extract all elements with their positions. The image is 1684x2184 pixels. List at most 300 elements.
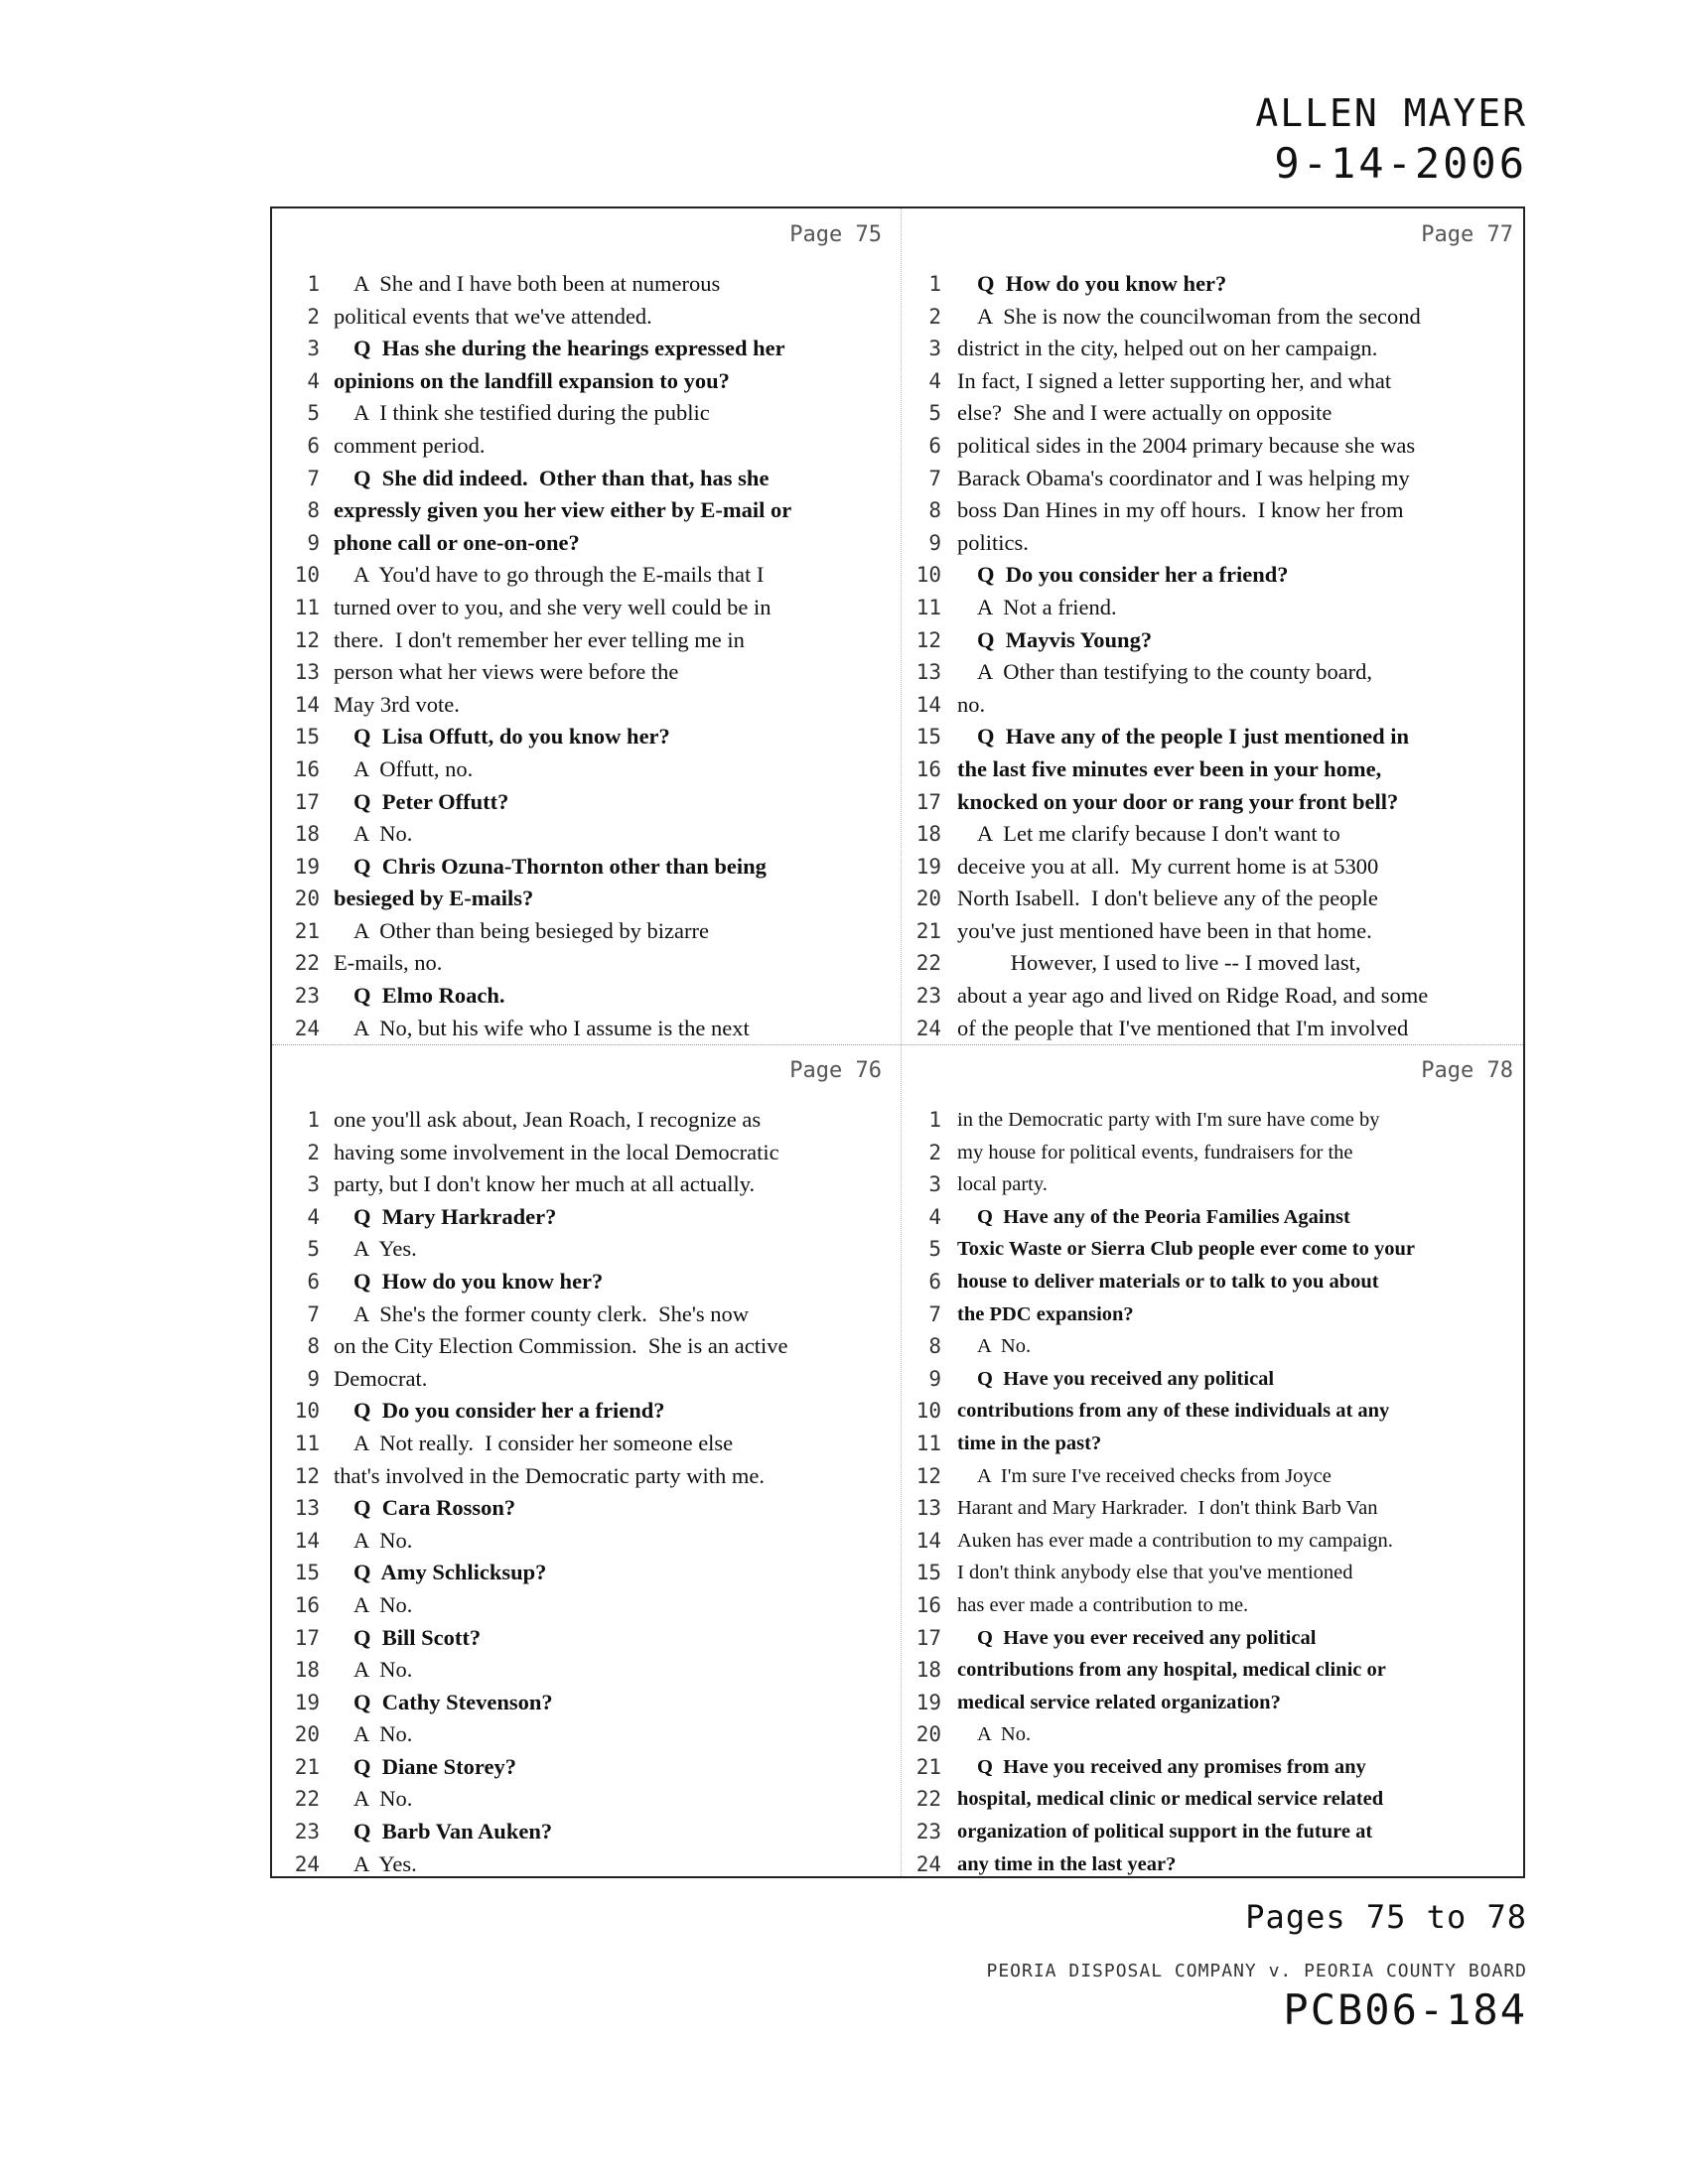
transcript-line — [900, 1589, 1527, 1622]
line-text: besieged by E-mails? — [334, 886, 534, 911]
line-text: A No. — [353, 1591, 413, 1617]
transcript-line — [272, 463, 900, 495]
transcript-line — [900, 592, 1527, 624]
transcript-line — [272, 559, 900, 592]
line-text: A Not a friend. — [977, 594, 1117, 619]
line-number: 9 — [928, 530, 941, 555]
transcript-line — [272, 980, 900, 1013]
line-text: A No. — [353, 821, 413, 847]
transcript-lines — [900, 1104, 1527, 1880]
page-number: Page 78 — [1421, 1058, 1513, 1083]
line-number: 23 — [294, 1820, 320, 1844]
line-text: political events that we've attended. — [334, 303, 652, 329]
transcript-line — [900, 1783, 1527, 1816]
line-number: 14 — [915, 692, 941, 717]
transcript-line — [900, 1428, 1527, 1460]
line-text: Q Amy Schlicksup? — [353, 1560, 547, 1585]
line-number: 2 — [928, 304, 941, 329]
transcript-line — [272, 1395, 900, 1428]
line-text: Q Diane Storey? — [353, 1753, 516, 1779]
line-number: 12 — [915, 1463, 941, 1488]
line-text: district in the city, helped out on her campaign. — [957, 336, 1378, 361]
transcript-line — [272, 527, 900, 560]
line-text: A No. — [353, 1527, 413, 1553]
transcript-line — [272, 1654, 900, 1687]
line-text: Q Cara Rosson? — [353, 1495, 516, 1521]
line-number: 3 — [928, 337, 941, 361]
line-number: 8 — [307, 498, 320, 523]
transcript-line — [272, 397, 900, 430]
line-number: 3 — [307, 337, 320, 361]
line-number: 16 — [915, 1592, 941, 1617]
transcript-line — [272, 268, 900, 301]
line-number: 2 — [307, 304, 320, 329]
transcript-line — [900, 915, 1527, 948]
line-text: Q Do you consider her a friend? — [977, 562, 1289, 588]
transcript-line — [272, 592, 900, 624]
transcript-line — [900, 818, 1527, 851]
transcript-line — [272, 947, 900, 980]
line-number: 7 — [307, 466, 320, 490]
transcript-line — [272, 753, 900, 786]
line-number: 13 — [915, 1496, 941, 1521]
line-text: any time in the last year? — [957, 1852, 1177, 1875]
line-number: 6 — [928, 1269, 941, 1294]
line-number: 19 — [294, 854, 320, 879]
line-text: politics. — [957, 529, 1029, 555]
transcript-line — [900, 1654, 1527, 1687]
transcript-line — [272, 1330, 900, 1363]
line-number: 6 — [928, 433, 941, 458]
line-number: 5 — [307, 401, 320, 426]
line-number: 14 — [294, 692, 320, 717]
transcript-line — [900, 1751, 1527, 1784]
line-number: 1 — [307, 272, 320, 296]
line-number: 17 — [294, 1625, 320, 1650]
transcript-line — [272, 1525, 900, 1558]
transcript-line — [900, 721, 1527, 753]
line-text: Q Have you received any promises from any — [977, 1755, 1366, 1778]
line-text: deceive you at all. My current home is at 5300 — [957, 853, 1379, 879]
line-text: comment period. — [334, 432, 486, 458]
transcript-line — [272, 301, 900, 334]
transcript-line — [272, 1233, 900, 1266]
line-text: boss Dan Hines in my off hours. I know her from — [957, 497, 1404, 523]
line-number: 7 — [307, 1301, 320, 1326]
transcript-line — [272, 1428, 900, 1460]
line-text: expressly given you her view either by E-mail or — [334, 497, 792, 523]
transcript-line — [272, 494, 900, 527]
line-number: 14 — [915, 1528, 941, 1553]
line-number: 24 — [294, 1851, 320, 1876]
page-number: Page 76 — [789, 1058, 882, 1083]
line-number: 12 — [294, 1463, 320, 1488]
case-id: PCB06-184 — [1283, 1985, 1527, 2034]
transcript-line — [900, 1718, 1527, 1751]
transcript-line — [900, 268, 1527, 301]
line-number: 18 — [915, 1658, 941, 1683]
pages-range: Pages 75 to 78 — [1245, 1898, 1527, 1936]
transcript-line — [900, 527, 1527, 560]
line-number: 13 — [294, 660, 320, 685]
line-text: A Other than being besieged by bizarre — [353, 917, 710, 943]
line-text: A She and I have both been at numerous — [353, 271, 721, 296]
line-text: A I'm sure I've received checks from Joyce — [977, 1464, 1332, 1487]
line-text: local party. — [957, 1173, 1048, 1196]
transcript-line — [900, 1557, 1527, 1589]
line-number: 22 — [915, 951, 941, 976]
transcript-line — [272, 624, 900, 657]
line-number: 12 — [915, 627, 941, 652]
line-number: 16 — [294, 756, 320, 781]
transcript-line — [272, 786, 900, 819]
line-number: 18 — [294, 822, 320, 847]
transcript-line — [900, 1233, 1527, 1266]
line-number: 11 — [915, 1431, 941, 1455]
line-text: A No. — [977, 1335, 1032, 1358]
transcript-line — [900, 851, 1527, 884]
line-number: 1 — [307, 1108, 320, 1132]
transcript-line — [272, 1816, 900, 1848]
line-text: Q Have you received any political — [977, 1367, 1275, 1390]
line-text: A She's the former county clerk. She's now — [353, 1300, 750, 1326]
line-number: 23 — [915, 984, 941, 1009]
line-number: 16 — [294, 1592, 320, 1617]
line-number: 17 — [294, 789, 320, 814]
line-text: Q Has she during the hearings expressed her — [353, 336, 785, 361]
transcript-line — [272, 1622, 900, 1655]
line-number: 24 — [915, 1016, 941, 1040]
line-number: 2 — [307, 1140, 320, 1164]
line-text: A Yes. — [353, 1236, 417, 1262]
transcript-line — [272, 1168, 900, 1201]
transcript-line — [900, 365, 1527, 398]
line-number: 11 — [294, 595, 320, 619]
line-text: you've just mentioned have been in that home. — [957, 917, 1372, 943]
line-number: 16 — [915, 756, 941, 781]
line-text: Q Have any of the people I just mentioned in — [977, 724, 1410, 750]
line-text: May 3rd vote. — [334, 691, 460, 717]
line-number: 6 — [307, 433, 320, 458]
line-number: 7 — [928, 466, 941, 490]
line-text: opinions on the landfill expansion to you? — [334, 367, 730, 393]
transcript-line — [272, 1298, 900, 1331]
line-text: Q Cathy Stevenson? — [353, 1689, 553, 1714]
line-text: Q Chris Ozuna-Thornton other than being — [353, 853, 767, 879]
line-number: 23 — [294, 984, 320, 1009]
line-text: Democrat. — [334, 1365, 428, 1391]
transcript-line — [900, 397, 1527, 430]
line-number: 9 — [307, 1366, 320, 1391]
transcript-line — [272, 1687, 900, 1719]
transcript-line — [900, 494, 1527, 527]
line-number: 17 — [915, 1625, 941, 1650]
line-number: 19 — [915, 1690, 941, 1714]
line-text: A Offutt, no. — [353, 755, 474, 781]
line-text: my house for political events, fundraisers for the — [957, 1141, 1353, 1163]
line-text: else? She and I were actually on opposite — [957, 400, 1333, 426]
line-text: Q How do you know her? — [353, 1268, 604, 1294]
line-number: 15 — [915, 1561, 941, 1585]
transcript-line — [900, 1298, 1527, 1331]
line-number: 19 — [294, 1690, 320, 1714]
line-number: 21 — [915, 918, 941, 943]
line-text: A Yes. — [353, 1850, 417, 1876]
transcript-line — [272, 883, 900, 915]
line-text: contributions from any hospital, medical clinic or — [957, 1659, 1386, 1682]
line-text: Q Elmo Roach. — [353, 983, 505, 1009]
line-text: phone call or one-on-one? — [334, 529, 580, 555]
transcript-line — [272, 1137, 900, 1169]
line-number: 21 — [915, 1754, 941, 1779]
line-number: 10 — [915, 1399, 941, 1424]
line-text: A She is now the councilwoman from the second — [977, 303, 1421, 329]
transcript-line — [900, 1168, 1527, 1201]
line-number: 4 — [307, 1204, 320, 1229]
line-text: knocked on your door or rang your front bell? — [957, 788, 1399, 814]
line-text: Barack Obama's coordinator and I was helping my — [957, 465, 1410, 490]
line-number: 21 — [294, 918, 320, 943]
line-number: 22 — [294, 1787, 320, 1812]
line-number: 21 — [294, 1754, 320, 1779]
line-text: However, I used to live -- I moved last, — [977, 950, 1361, 976]
transcript-line — [900, 786, 1527, 819]
line-text: no. — [957, 691, 986, 717]
line-text: house to deliver materials or to talk to you about — [957, 1270, 1379, 1293]
transcript-line — [272, 1783, 900, 1816]
line-text: A Other than testifying to the county board, — [977, 659, 1373, 685]
transcript-line — [900, 1816, 1527, 1848]
transcript-line — [900, 1492, 1527, 1525]
transcript-line — [900, 1013, 1527, 1045]
transcript-line — [272, 1266, 900, 1298]
line-text: Q Mayvis Young? — [977, 626, 1153, 652]
line-text: Q Do you consider her a friend? — [353, 1398, 665, 1424]
line-number: 10 — [915, 563, 941, 588]
line-number: 9 — [307, 530, 320, 555]
line-number: 5 — [307, 1237, 320, 1262]
line-number: 15 — [915, 725, 941, 750]
case-caption: PEORIA DISPOSAL COMPANY v. PEORIA COUNTY BOARD — [986, 1961, 1527, 1981]
line-text: A You'd have to go through the E-mails that I — [353, 562, 765, 588]
transcript-line — [272, 1460, 900, 1493]
transcript-page-78 — [900, 1044, 1527, 1880]
line-text: contributions from any of these individuals at any — [957, 1400, 1390, 1423]
transcript-line — [272, 1589, 900, 1622]
transcript-line — [900, 1330, 1527, 1363]
line-number: 3 — [928, 1172, 941, 1197]
line-number: 20 — [915, 887, 941, 911]
transcript-line — [272, 1201, 900, 1234]
transcript-line — [900, 1363, 1527, 1396]
transcript-line — [900, 1460, 1527, 1493]
line-number: 9 — [928, 1366, 941, 1391]
deposition-date: 9-14-2006 — [1274, 139, 1527, 188]
line-number: 4 — [928, 1204, 941, 1229]
line-number: 18 — [915, 822, 941, 847]
line-number: 15 — [294, 1561, 320, 1585]
line-number: 1 — [928, 1108, 941, 1132]
transcript-line — [272, 721, 900, 753]
transcript-line — [900, 463, 1527, 495]
transcript-line — [900, 1687, 1527, 1719]
transcript-line — [900, 1137, 1527, 1169]
line-number: 6 — [307, 1269, 320, 1294]
line-text: person what her views were before the — [334, 659, 679, 685]
line-number: 18 — [294, 1658, 320, 1683]
line-text: A No. — [353, 1657, 413, 1683]
transcript-lines — [272, 1104, 900, 1880]
line-text: turned over to you, and she very well could be in — [334, 594, 772, 619]
page-number: Page 77 — [1421, 222, 1513, 247]
transcript-line — [272, 656, 900, 689]
line-text: of the people that I've mentioned that I'm involved — [957, 1015, 1409, 1040]
transcript-lines — [272, 268, 900, 1044]
line-number: 2 — [928, 1140, 941, 1164]
transcript-frame — [270, 206, 1525, 1878]
line-number: 8 — [307, 1334, 320, 1359]
line-text: Q She did indeed. Other than that, has she — [353, 465, 770, 490]
line-number: 4 — [928, 368, 941, 393]
transcript-line — [900, 1266, 1527, 1298]
transcript-line — [272, 1718, 900, 1751]
transcript-line — [900, 1525, 1527, 1558]
line-number: 8 — [928, 498, 941, 523]
transcript-line — [272, 1492, 900, 1525]
transcript-line — [900, 430, 1527, 463]
line-text: there. I don't remember her ever telling me in — [334, 626, 745, 652]
line-text: medical service related organization? — [957, 1691, 1281, 1713]
line-text: Q How do you know her? — [977, 271, 1227, 296]
line-text: political sides in the 2004 primary because she was — [957, 432, 1416, 458]
transcript-line — [272, 1751, 900, 1784]
line-text: Q Have you ever received any political — [977, 1626, 1317, 1649]
line-text: A I think she testified during the public — [353, 400, 710, 426]
transcript-line — [272, 333, 900, 365]
line-text: A No. — [353, 1786, 413, 1812]
line-text: Toxic Waste or Sierra Club people ever come to your — [957, 1238, 1416, 1261]
line-number: 1 — [928, 272, 941, 296]
line-text: one you'll ask about, Jean Roach, I recognize as — [334, 1107, 762, 1132]
line-text: hospital, medical clinic or medical service related — [957, 1788, 1384, 1811]
line-number: 13 — [915, 660, 941, 685]
line-number: 15 — [294, 725, 320, 750]
transcript-line — [900, 947, 1527, 980]
line-number: 5 — [928, 401, 941, 426]
line-text: Q Peter Offutt? — [353, 788, 509, 814]
transcript-line — [272, 915, 900, 948]
line-text: A No. — [977, 1723, 1032, 1746]
transcript-line — [900, 980, 1527, 1013]
line-number: 3 — [307, 1172, 320, 1197]
line-number: 14 — [294, 1528, 320, 1553]
line-text: Q Barb Van Auken? — [353, 1819, 553, 1844]
transcript-line — [272, 851, 900, 884]
line-text: A No, but his wife who I assume is the next — [353, 1015, 750, 1040]
transcript-line — [900, 1395, 1527, 1428]
line-text: party, but I don't know her much at all actually. — [334, 1171, 756, 1197]
line-number: 20 — [294, 887, 320, 911]
transcript-line — [900, 333, 1527, 365]
transcript-line — [900, 1622, 1527, 1655]
transcript-line — [900, 301, 1527, 334]
transcript-line — [272, 1363, 900, 1396]
line-number: 20 — [915, 1722, 941, 1747]
line-text: A Let me clarify because I don't want to — [977, 821, 1340, 847]
line-number: 24 — [915, 1851, 941, 1876]
line-text: on the City Election Commission. She is an active — [334, 1333, 788, 1359]
line-text: organization of political support in the future at — [957, 1821, 1373, 1843]
line-text: the last five minutes ever been in your home, — [957, 755, 1382, 781]
line-text: A No. — [353, 1721, 413, 1747]
transcript-line — [272, 365, 900, 398]
transcript-line — [272, 1557, 900, 1589]
transcript-lines — [900, 268, 1527, 1044]
line-text: Q Mary Harkrader? — [353, 1203, 557, 1229]
line-text: Auken has ever made a contribution to my campaign. — [957, 1529, 1393, 1552]
line-text: In fact, I signed a letter supporting her, and what — [957, 367, 1392, 393]
transcript-line — [272, 1013, 900, 1045]
line-text: Q Lisa Offutt, do you know her? — [353, 724, 670, 750]
transcript-line — [272, 1104, 900, 1137]
transcript-page-75 — [272, 208, 900, 1044]
transcript-line — [900, 559, 1527, 592]
page-number: Page 75 — [789, 222, 882, 247]
line-number: 5 — [928, 1237, 941, 1262]
line-text: having some involvement in the local Democratic — [334, 1139, 779, 1164]
transcript-line — [900, 753, 1527, 786]
line-number: 22 — [915, 1787, 941, 1812]
line-number: 4 — [307, 368, 320, 393]
deponent-name: ALLEN MAYER — [1255, 91, 1527, 135]
line-text: E-mails, no. — [334, 950, 443, 976]
transcript-page-76 — [272, 1044, 900, 1880]
line-number: 24 — [294, 1016, 320, 1040]
line-number: 11 — [294, 1431, 320, 1455]
line-number: 7 — [928, 1301, 941, 1326]
line-number: 13 — [294, 1496, 320, 1521]
transcript-line — [900, 1848, 1527, 1881]
transcript-line — [272, 430, 900, 463]
line-text: has ever made a contribution to me. — [957, 1593, 1249, 1616]
line-text: Q Bill Scott? — [353, 1624, 482, 1650]
line-number: 20 — [294, 1722, 320, 1747]
line-text: North Isabell. I don't believe any of the people — [957, 886, 1378, 911]
line-text: the PDC expansion? — [957, 1302, 1134, 1325]
line-text: A Not really. I consider her someone else — [353, 1430, 734, 1455]
transcript-line — [272, 1848, 900, 1881]
transcript-line — [900, 883, 1527, 915]
transcript-line — [900, 656, 1527, 689]
transcript-line — [900, 1201, 1527, 1234]
line-text: about a year ago and lived on Ridge Road, and some — [957, 983, 1429, 1009]
line-text: Harant and Mary Harkrader. I don't think Barb Van — [957, 1497, 1378, 1520]
line-number: 8 — [928, 1334, 941, 1359]
transcript-line — [900, 624, 1527, 657]
line-text: that's involved in the Democratic party with me. — [334, 1462, 765, 1488]
line-number: 19 — [915, 854, 941, 879]
line-number: 10 — [294, 1399, 320, 1424]
line-number: 11 — [915, 595, 941, 619]
line-text: in the Democratic party with I'm sure have come by — [957, 1109, 1380, 1131]
line-number: 10 — [294, 563, 320, 588]
transcript-line — [272, 818, 900, 851]
transcript-line — [272, 689, 900, 722]
transcript-line — [900, 689, 1527, 722]
line-number: 12 — [294, 627, 320, 652]
transcript-line — [900, 1104, 1527, 1137]
line-number: 17 — [915, 789, 941, 814]
